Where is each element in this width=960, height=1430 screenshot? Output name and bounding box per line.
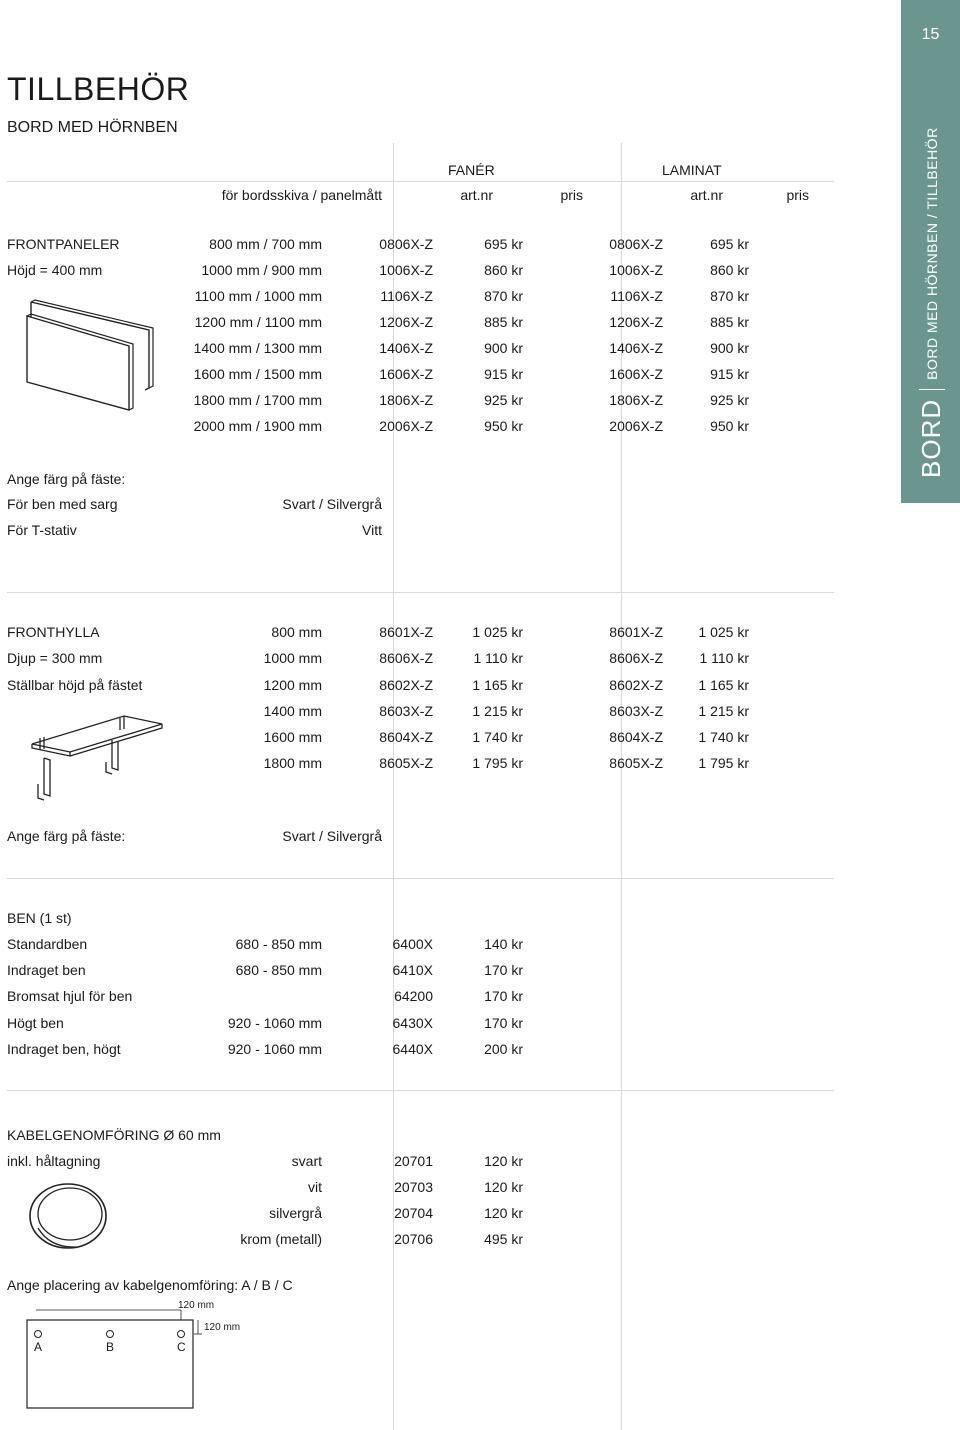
laminat-artnr-cell: 8603X-Z — [609, 703, 663, 719]
ben-size-cell: 920 - 1060 mm — [227, 1041, 322, 1057]
page-title: TILLBEHÖR — [7, 71, 190, 107]
size-cell: 1200 mm — [263, 677, 322, 693]
table-row — [0, 1015, 900, 1035]
faner-pris-cell: 950 kr — [484, 418, 523, 434]
position-a-marker — [35, 1331, 42, 1338]
laminat-artnr-cell: 8604X-Z — [609, 729, 663, 745]
header-divider — [7, 181, 834, 182]
faner-pris-cell: 900 kr — [484, 340, 523, 356]
laminat-pris-cell: 885 kr — [710, 314, 749, 330]
size-cell: 800 mm / 700 mm — [209, 236, 322, 252]
ben-pris-cell: 170 kr — [484, 1015, 523, 1031]
faner-pris-cell: 870 kr — [484, 288, 523, 304]
laminat-pris-cell: 1 110 kr — [699, 650, 749, 666]
faner-pris-cell: 1 215 kr — [472, 703, 523, 719]
table-row — [0, 1231, 900, 1251]
header-faner-artnr: art.nr — [460, 187, 493, 203]
laminat-pris-cell: 695 kr — [710, 236, 749, 252]
size-cell: 1000 mm / 900 mm — [201, 262, 322, 278]
laminat-artnr-cell: 8605X-Z — [609, 755, 663, 771]
kabel-pris-cell: 495 kr — [484, 1231, 523, 1247]
table-row — [0, 418, 900, 438]
faner-pris-cell: 885 kr — [484, 314, 523, 330]
header-laminat: LAMINAT — [662, 162, 722, 178]
laminat-artnr-cell: 8602X-Z — [609, 677, 663, 693]
ben-label-cell: Standardben — [7, 936, 88, 952]
fronthylla-heading: FRONTHYLLA — [7, 624, 100, 640]
ben-artnr-cell: 6440X — [392, 1041, 433, 1057]
ben-artnr-cell: 64200 — [394, 988, 433, 1004]
diagram-label-c: C — [177, 1340, 186, 1354]
faner-pris-cell: 915 kr — [484, 366, 523, 382]
size-cell: 1100 mm / 1000 mm — [194, 288, 322, 304]
header-size-label: för bordsskiva / panelmått — [221, 187, 382, 203]
cable-placement-diagram — [26, 1298, 246, 1410]
fronthylla-color-value: Svart / Silvergrå — [282, 828, 382, 844]
frontpaneler-heading: FRONTPANELER — [7, 236, 120, 252]
position-b-marker — [107, 1331, 114, 1338]
frontpaneler-height: Höjd = 400 mm — [7, 262, 103, 278]
table-row — [0, 1205, 900, 1225]
laminat-pris-cell: 860 kr — [710, 262, 749, 278]
ben-size-cell: 680 - 850 mm — [235, 936, 322, 952]
table-row — [0, 936, 900, 956]
header-laminat-artnr: art.nr — [690, 187, 723, 203]
front-panel-illustration — [25, 298, 160, 418]
kabel-pris-cell: 120 kr — [484, 1153, 523, 1169]
faner-pris-cell: 1 025 kr — [472, 624, 523, 640]
section-divider-3 — [7, 1090, 834, 1091]
header-faner: FANÉR — [448, 162, 495, 178]
laminat-pris-cell: 925 kr — [710, 392, 749, 408]
table-row — [0, 962, 900, 982]
faner-artnr-cell: 0806X-Z — [379, 236, 433, 252]
faner-artnr-cell: 1006X-Z — [379, 262, 433, 278]
laminat-artnr-cell: 0806X-Z — [609, 236, 663, 252]
faner-artnr-cell: 1606X-Z — [379, 366, 433, 382]
color-value-sarg: Svart / Silvergrå — [282, 496, 382, 512]
laminat-artnr-cell: 1806X-Z — [609, 392, 663, 408]
faner-artnr-cell: 1106X-Z — [380, 288, 433, 304]
kabel-pris-cell: 120 kr — [484, 1179, 523, 1195]
laminat-artnr-cell: 1406X-Z — [609, 340, 663, 356]
size-cell: 800 mm — [271, 624, 322, 640]
ben-artnr-cell: 6430X — [392, 1015, 433, 1031]
faner-artnr-cell: 8604X-Z — [379, 729, 433, 745]
faner-pris-cell: 1 110 kr — [473, 650, 523, 666]
faner-artnr-cell: 8605X-Z — [379, 755, 433, 771]
size-cell: 1000 mm — [263, 650, 322, 666]
size-cell: 1800 mm — [263, 755, 322, 771]
frontpaneler-color-heading: Ange färg på fäste: — [7, 471, 126, 487]
size-cell: 2000 mm / 1900 mm — [193, 418, 322, 434]
fronthylla-color-heading: Ange färg på fäste: — [7, 828, 126, 844]
diagram-label-a: A — [34, 1340, 43, 1354]
kabel-color-cell: silvergrå — [269, 1205, 322, 1221]
laminat-pris-cell: 915 kr — [710, 366, 749, 382]
cable-grommet-illustration — [28, 1182, 112, 1256]
fronthylla-depth: Djup = 300 mm — [7, 650, 103, 666]
sidebar-vertical-label — [916, 127, 947, 478]
laminat-pris-cell: 900 kr — [710, 340, 749, 356]
kabel-placement-text: Ange placering av kabelgenomföring: A / B / C — [7, 1277, 293, 1293]
size-cell: 1200 mm / 1100 mm — [194, 314, 322, 330]
diagram-label-b: B — [106, 1340, 115, 1354]
laminat-artnr-cell: 8601X-Z — [609, 624, 663, 640]
kabel-pris-cell: 120 kr — [484, 1205, 523, 1221]
laminat-artnr-cell: 1006X-Z — [609, 262, 663, 278]
kabel-artnr-cell: 20701 — [394, 1153, 433, 1169]
section-divider-2 — [7, 878, 834, 879]
laminat-pris-cell: 1 025 kr — [698, 624, 749, 640]
laminat-pris-cell: 1 215 kr — [698, 703, 749, 719]
ben-pris-cell: 200 kr — [484, 1041, 523, 1057]
faner-artnr-cell: 2006X-Z — [379, 418, 433, 434]
ben-label-cell: Högt ben — [7, 1015, 64, 1031]
ben-artnr-cell: 6400X — [392, 936, 433, 952]
table-row — [0, 1041, 900, 1061]
laminat-artnr-cell: 1206X-Z — [609, 314, 663, 330]
faner-artnr-cell: 8602X-Z — [379, 677, 433, 693]
kabel-color-cell: vit — [308, 1179, 322, 1195]
size-cell: 1800 mm / 1700 mm — [193, 392, 322, 408]
faner-artnr-cell: 1206X-Z — [379, 314, 433, 330]
ben-label-cell: Indraget ben, högt — [7, 1041, 121, 1057]
faner-artnr-cell: 8603X-Z — [379, 703, 433, 719]
laminat-pris-cell: 950 kr — [710, 418, 749, 434]
table-row — [0, 650, 900, 670]
faner-artnr-cell: 8606X-Z — [379, 650, 433, 666]
laminat-artnr-cell: 1106X-Z — [610, 288, 663, 304]
faner-pris-cell: 695 kr — [484, 236, 523, 252]
laminat-artnr-cell: 8606X-Z — [609, 650, 663, 666]
fronthylla-note: Ställbar höjd på fästet — [7, 677, 143, 693]
ben-pris-cell: 170 kr — [484, 988, 523, 1004]
kabel-note: inkl. håltagning — [7, 1153, 101, 1169]
kabel-artnr-cell: 20703 — [394, 1179, 433, 1195]
diagram-dim-vertical: 120 mm — [204, 1322, 241, 1333]
laminat-pris-cell: 1 165 kr — [698, 677, 749, 693]
ben-heading: BEN (1 st) — [7, 910, 72, 926]
ben-artnr-cell: 6410X — [392, 962, 433, 978]
faner-pris-cell: 860 kr — [484, 262, 523, 278]
sidebar-label-small: BORD MED HÖRNBEN / TILLBEHÖR — [923, 127, 940, 380]
laminat-pris-cell: 1 740 kr — [698, 729, 749, 745]
ben-size-cell: 680 - 850 mm — [235, 962, 322, 978]
ben-pris-cell: 140 kr — [484, 936, 523, 952]
kabel-artnr-cell: 20706 — [394, 1231, 433, 1247]
table-row — [0, 1153, 900, 1173]
laminat-pris-cell: 1 795 kr — [698, 755, 749, 771]
kabel-color-cell: krom (metall) — [240, 1231, 322, 1247]
color-value-tstativ: Vitt — [362, 522, 382, 538]
page-number: 15 — [921, 26, 940, 43]
size-cell: 1600 mm — [263, 729, 322, 745]
faner-pris-cell: 925 kr — [484, 392, 523, 408]
faner-pris-cell: 1 165 kr — [472, 677, 523, 693]
laminat-artnr-cell: 1606X-Z — [609, 366, 663, 382]
kabel-heading: KABELGENOMFÖRING Ø 60 mm — [7, 1127, 221, 1143]
table-row — [0, 988, 900, 1008]
diagram-dim-horizontal: 120 mm — [178, 1300, 215, 1311]
faner-artnr-cell: 8601X-Z — [379, 624, 433, 640]
ben-label-cell: Indraget ben — [7, 962, 86, 978]
header-laminat-pris: pris — [786, 187, 809, 203]
kabel-color-cell: svart — [291, 1153, 322, 1169]
table-row — [0, 262, 900, 282]
section-divider-1 — [7, 592, 834, 593]
faner-artnr-cell: 1806X-Z — [379, 392, 433, 408]
faner-artnr-cell: 1406X-Z — [379, 340, 433, 356]
ben-label-cell: Bromsat hjul för ben — [7, 988, 133, 1004]
size-cell: 1400 mm / 1300 mm — [193, 340, 322, 356]
position-c-marker — [178, 1331, 185, 1338]
sidebar-separator — [919, 389, 945, 390]
kabel-artnr-cell: 20704 — [394, 1205, 433, 1221]
front-shelf-illustration — [28, 712, 168, 804]
faner-pris-cell: 1 795 kr — [472, 755, 523, 771]
page-subtitle: BORD MED HÖRNBEN — [7, 119, 178, 136]
faner-pris-cell: 1 740 kr — [472, 729, 523, 745]
table-row — [0, 624, 900, 644]
table-row — [0, 236, 900, 256]
table-row — [0, 677, 900, 697]
sidebar-label-big: BORD — [916, 398, 946, 478]
size-cell: 1400 mm — [263, 703, 322, 719]
ben-pris-cell: 170 kr — [484, 962, 523, 978]
size-cell: 1600 mm / 1500 mm — [193, 366, 322, 382]
table-row — [0, 1179, 900, 1199]
laminat-pris-cell: 870 kr — [710, 288, 749, 304]
laminat-artnr-cell: 2006X-Z — [609, 418, 663, 434]
ben-size-cell: 920 - 1060 mm — [227, 1015, 322, 1031]
color-label-sarg: För ben med sarg — [7, 496, 118, 512]
header-faner-pris: pris — [560, 187, 583, 203]
color-label-tstativ: För T-stativ — [7, 522, 77, 538]
